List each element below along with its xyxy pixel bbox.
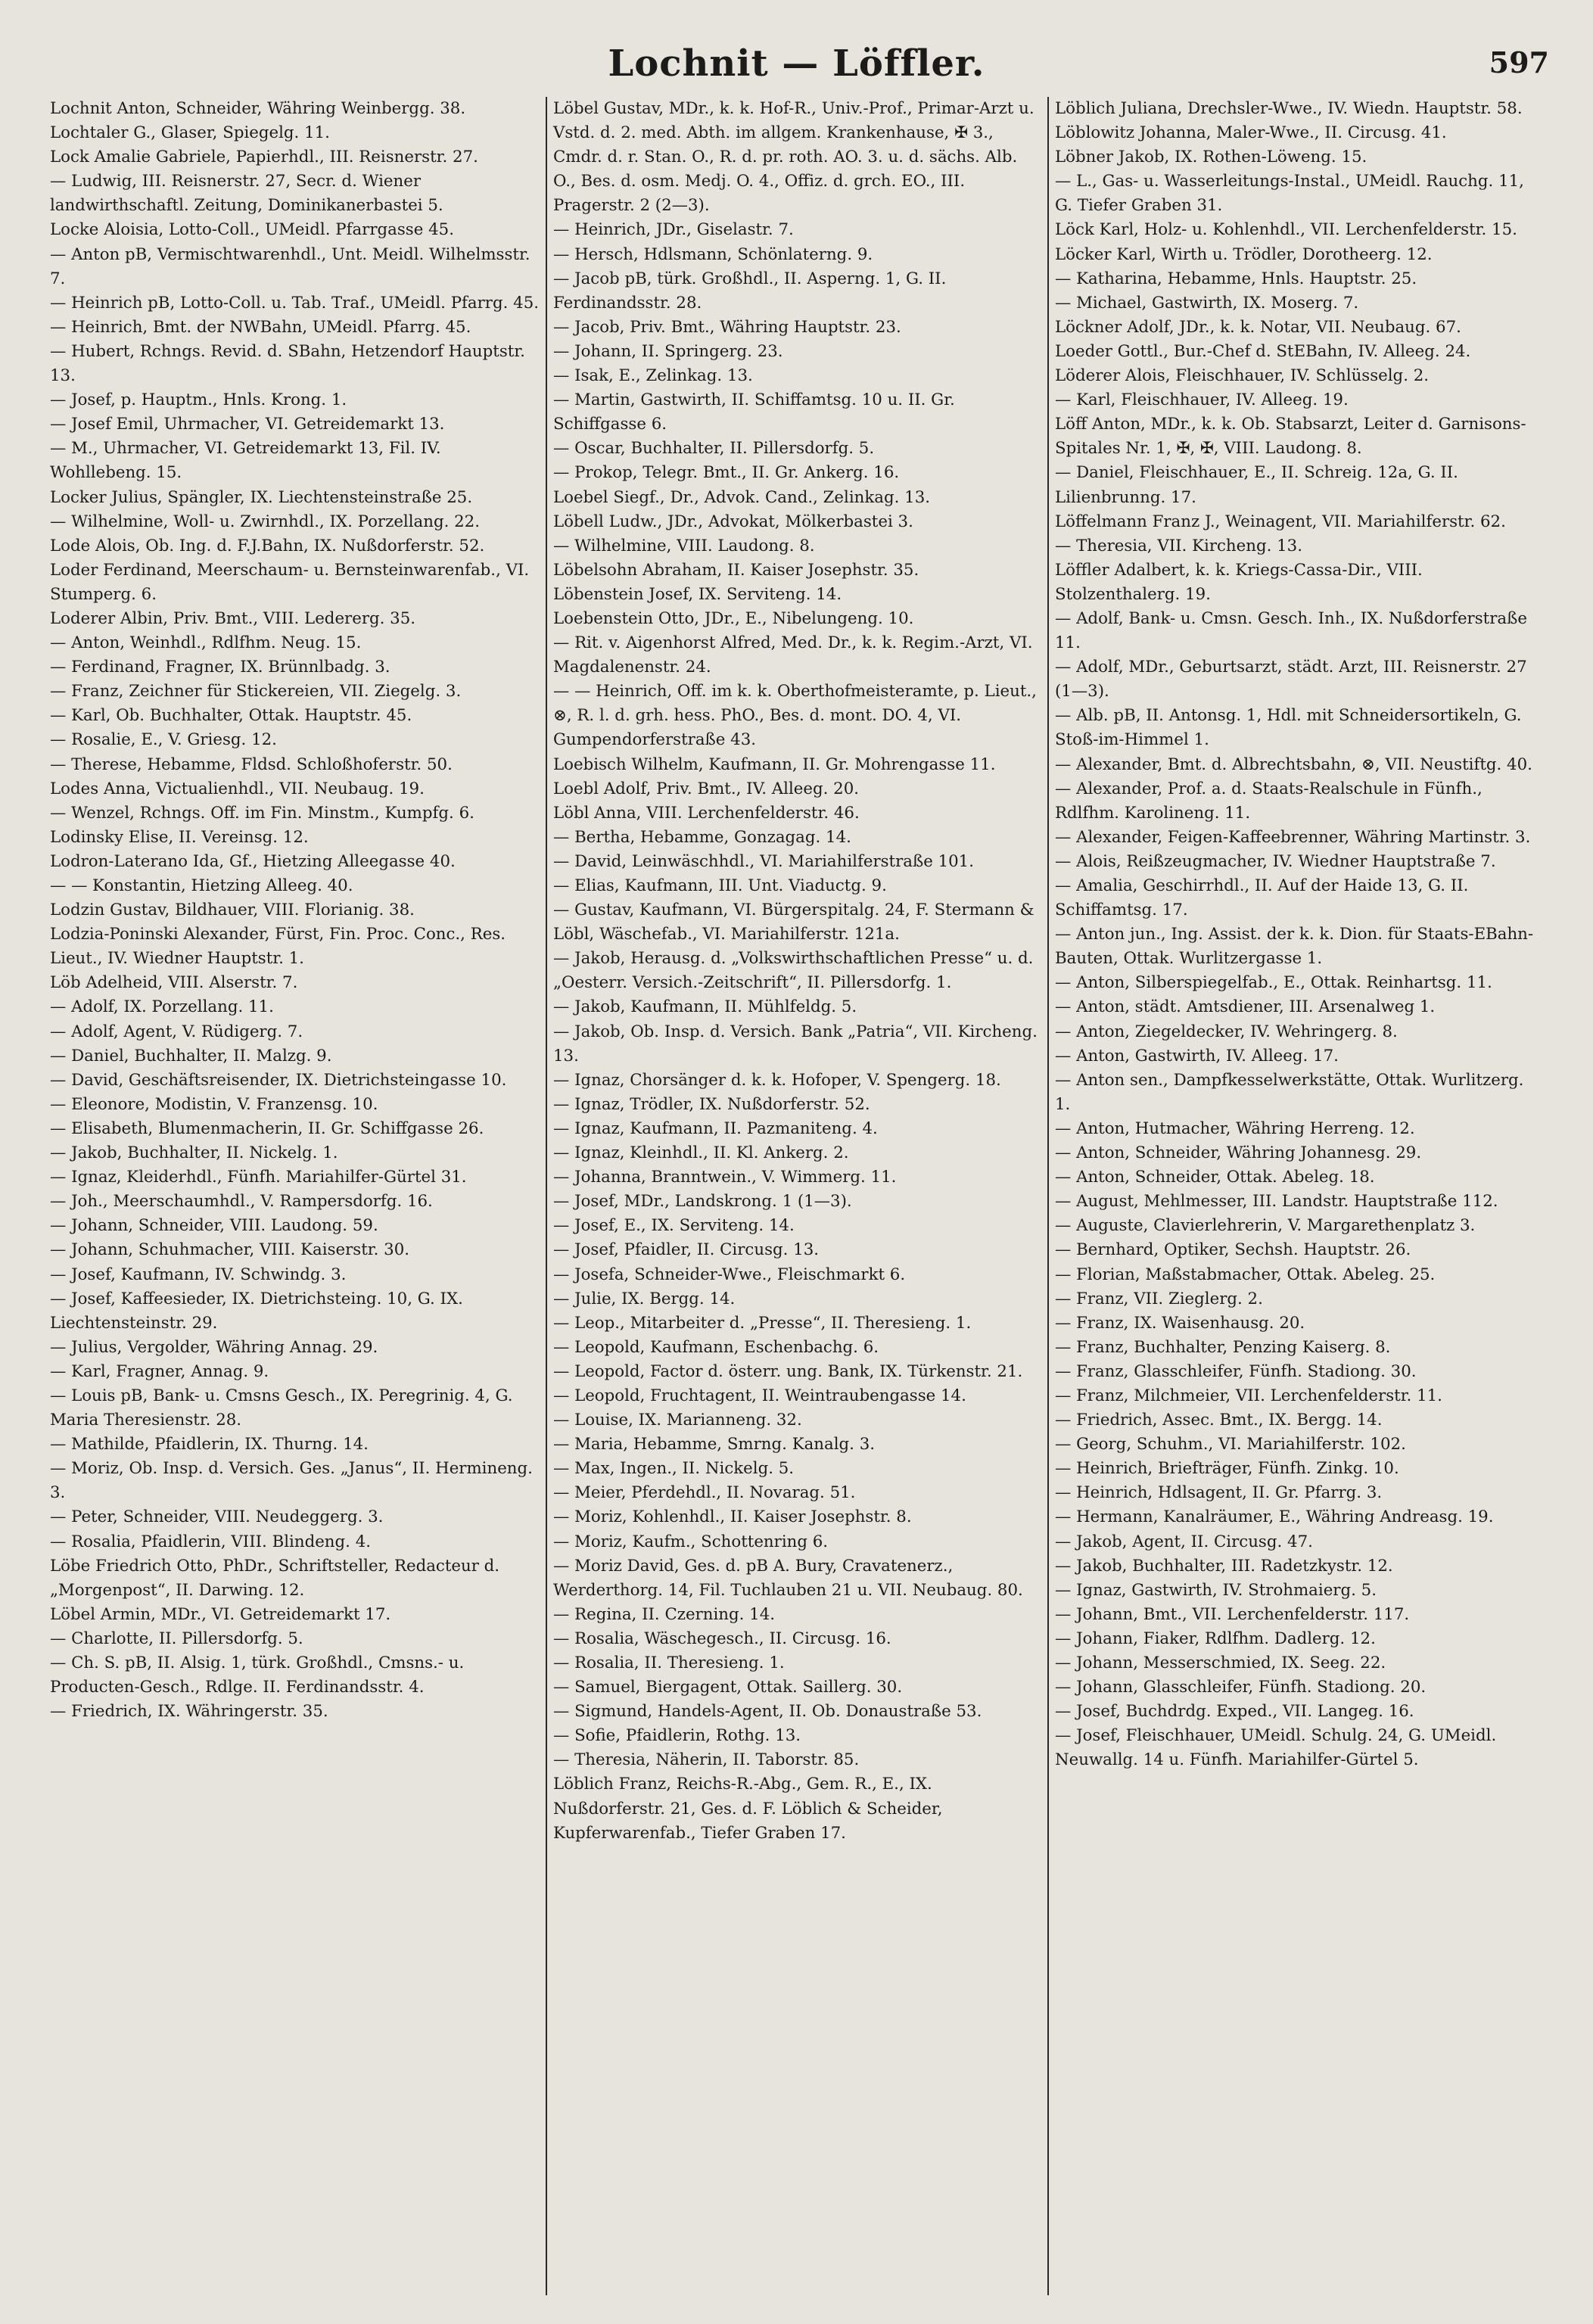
directory-entry: — Wilhelmine, VIII. Laudong. 8. xyxy=(553,536,815,555)
directory-entry: Lode Alois, Ob. Ing. d. F.J.Bahn, IX. Nußdorferstr. 52. xyxy=(50,536,485,555)
directory-entry: — Elisabeth, Blumenmacherin, II. Gr. Schiffgasse 26. xyxy=(50,1118,484,1138)
directory-entry: Lochnit Anton, Schneider, Währing Weinbergg. 38. xyxy=(50,99,466,118)
directory-entry: — Franz, VII. Zieglerg. 2. xyxy=(1055,1289,1263,1308)
directory-entry: — Hersch, Hdlsmann, Schönlaterng. 9. xyxy=(553,244,873,264)
directory-entry: Locke Aloisia, Lotto-Coll., UMeidl. Pfarrgasse 45. xyxy=(50,220,454,240)
directory-entry: — Daniel, Fleischhauer, E., II. Schreig. 12a, G. II. Lilienbrunng. 17. xyxy=(1055,463,1458,507)
directory-entry: — Isak, E., Zelinkag. 13. xyxy=(553,366,753,386)
directory-entry: — Anton jun., Ing. Assist. der k. k. Dion. für Staats-EBahn-Bauten, Ottak. Wurlitzergasse 1. xyxy=(1055,925,1534,969)
directory-entry: — Gustav, Kaufmann, VI. Bürgerspitalg. 24, F. Stermann & Löbl, Wäschefab., VI. Mariahilferstr. 121a. xyxy=(553,901,1035,944)
directory-entry: — Anton, Silberspiegelfab., E., Ottak. Reinhartsg. 11. xyxy=(1055,973,1492,993)
directory-entry: Löblich Franz, Reichs-R.-Abg., Gem. R., E., IX. Nußdorferstr. 21, Ges. d. F. Löblich & Scheider, Kupferwarenfab., Tiefer Graben 17. xyxy=(553,1775,943,1843)
directory-entry: Loebisch Wilhelm, Kaufmann, II. Gr. Mohrengasse 11. xyxy=(553,754,996,774)
directory-entry: — Regina, II. Czerning. 14. xyxy=(553,1604,776,1624)
directory-entry: — Johann, Glasschleifer, Fünfh. Stadiong. 20. xyxy=(1055,1678,1427,1697)
directory-entry: — Theresia, Näherin, II. Taborstr. 85. xyxy=(553,1750,860,1770)
column-middle xyxy=(546,97,1047,2295)
directory-entry: — Rit. v. Aigenhorst Alfred, Med. Dr., k. k. Regim.-Arzt, VI. Magdalenenstr. 24. xyxy=(553,633,1033,677)
directory-entry: — Franz, Buchhalter, Penzing Kaiserg. 8. xyxy=(1055,1337,1391,1357)
directory-entry: — Adolf, Bank- u. Cmsn. Gesch. Inh., IX. Nußdorferstraße 11. xyxy=(1055,608,1527,653)
directory-entry: — Meier, Pferdehdl., II. Novarag. 51. xyxy=(553,1483,856,1503)
directory-entry: — Ch. S. pB, II. Alsig. 1, türk. Großhdl., Cmsns.- u. Producten-Gesch., Rdlge. II. Ferdinandsstr. 4. xyxy=(50,1654,465,1697)
directory-entry: — Alexander, Bmt. d. Albrechtsbahn, ⊗, VII. Neustiftg. 40. xyxy=(1055,754,1532,774)
directory-entry: — Josef, Kaufmann, IV. Schwindg. 3. xyxy=(50,1265,347,1284)
directory-entry: — Ignaz, Chorsänger d. k. k. Hofoper, V. Spengerg. 18. xyxy=(553,1070,1001,1090)
directory-entry: — Josef, MDr., Landskrong. 1 (1—3). xyxy=(553,1192,852,1212)
directory-entry: — Prokop, Telegr. Bmt., II. Gr. Ankerg. 16. xyxy=(553,463,900,483)
directory-entry: Lodron-Laterano Ida, Gf., Hietzing Alleegasse 40. xyxy=(50,851,456,871)
directory-entry: Löck Karl, Holz- u. Kohlenhdl., VII. Lerchenfelderstr. 15. xyxy=(1055,220,1517,240)
directory-entry: — Adolf, IX. Porzellang. 11. xyxy=(50,997,274,1017)
directory-entry: Löcker Karl, Wirth u. Trödler, Dorotheerg. 12. xyxy=(1055,244,1433,264)
directory-entry: Löbl Anna, VIII. Lerchenfelderstr. 46. xyxy=(553,803,860,823)
directory-entry: Löff Anton, MDr., k. k. Ob. Stabsarzt, Leiter d. Garnisons-Spitales Nr. 1, ✠, ✠, VIII. Laudong. 8. xyxy=(1055,415,1526,459)
directory-entry: — Rosalia, II. Theresieng. 1. xyxy=(553,1654,785,1672)
directory-entry: Loebl Adolf, Priv. Bmt., IV. Alleeg. 20. xyxy=(553,779,860,798)
directory-entry: — Rosalia, Wäschegesch., II. Circusg. 16. xyxy=(553,1629,891,1648)
directory-entry: — Amalia, Geschirrhdl., II. Auf der Haide 13, G. II. Schiffamtsg. 17. xyxy=(1055,876,1469,920)
directory-entry: Löbelsohn Abraham, II. Kaiser Josephstr. 35. xyxy=(553,560,919,580)
directory-entry: — Elias, Kaufmann, III. Unt. Viaductg. 9. xyxy=(553,876,887,895)
directory-entry: — Anton, städt. Amtsdiener, III. Arsenalweg 1. xyxy=(1055,997,1436,1017)
directory-entry: — Josefa, Schneider-Wwe., Fleischmarkt 6. xyxy=(553,1265,906,1284)
directory-entry: Loeder Gottl., Bur.-Chef d. StEBahn, IV. Alleeg. 24. xyxy=(1055,341,1471,361)
directory-entry: — Wilhelmine, Woll- u. Zwirnhdl., IX. Porzellang. 22. xyxy=(50,512,480,531)
directory-entry: Locker Julius, Spängler, IX. Liechtensteinstraße 25. xyxy=(50,487,473,507)
directory-entry: — Therese, Hebamme, Fldsd. Schloßhoferstr. 50. xyxy=(50,754,453,774)
directory-entry: — Leop., Mitarbeiter d. „Presse“, II. Theresieng. 1. xyxy=(553,1313,972,1333)
directory-entry: — Josef, Kaffeesieder, IX. Dietrichsteing. 10, G. IX. Liechtensteinstr. 29. xyxy=(50,1289,463,1333)
directory-entry: — Moriz, Kohlenhdl., II. Kaiser Josephstr. 8. xyxy=(553,1507,912,1527)
directory-entry: — Josef, Fleischhauer, UMeidl. Schulg. 24, G. UMeidl. Neuwallg. 14 u. Fünfh. Mariahilfer-Gürtel 5. xyxy=(1055,1726,1497,1770)
directory-entry: — Daniel, Buchhalter, II. Malzg. 9. xyxy=(50,1046,332,1066)
directory-entry: Lock Amalie Gabriele, Papierhdl., III. Reisnerstr. 27. xyxy=(50,148,478,167)
directory-entry: — Katharina, Hebamme, Hnls. Hauptstr. 25. xyxy=(1055,269,1417,288)
directory-entry: — Alexander, Feigen-Kaffeebrenner, Währing Martinstr. 3. xyxy=(1055,827,1531,847)
directory-entry: — Louise, IX. Marianneng. 32. xyxy=(553,1411,802,1430)
directory-entry: — Jakob, Herausg. d. „Volkswirthschaftlichen Presse“ u. d. „Oesterr. Versich.-Zeitschrift“, II. Pillersdorfg. 1. xyxy=(553,949,1034,993)
directory-entry: Löckner Adolf, JDr., k. k. Notar, VII. Neubaug. 67. xyxy=(1055,317,1461,337)
directory-entry: — Rosalia, Pfaidlerin, VIII. Blindeng. 4. xyxy=(50,1532,372,1551)
directory-entry: — Anton, Schneider, Ottak. Abeleg. 18. xyxy=(1055,1168,1375,1187)
directory-entry: — Moriz David, Ges. d. pB A. Bury, Cravatenerz., Werderthorg. 14, Fil. Tuchlauben 21 u. VII. Neubaug. 80. xyxy=(553,1556,1023,1600)
directory-entry: — Leopold, Factor d. österr. ung. Bank, IX. Türkenstr. 21. xyxy=(553,1361,1023,1381)
directory-entry: — Bertha, Hebamme, Gonzagag. 14. xyxy=(553,827,851,847)
directory-entry: — Jakob, Kaufmann, II. Mühlfeldg. 5. xyxy=(553,997,857,1017)
directory-entry: — L., Gas- u. Wasserleitungs-Instal., UMeidl. Rauchg. 11, G. Tiefer Graben 31. xyxy=(1055,172,1524,216)
directory-entry: — Jakob, Ob. Insp. d. Versich. Bank „Patria“, VII. Kircheng. 13. xyxy=(553,1022,1038,1066)
directory-entry: — — Heinrich, Off. im k. k. Oberthofmeisteramte, p. Lieut., ⊗, R. l. d. grh. hess. PhO., Bes. d. mont. DO. 4, VI. Gumpendorferstraße 43. xyxy=(553,682,1037,750)
directory-entry: — Friedrich, Assec. Bmt., IX. Bergg. 14. xyxy=(1055,1411,1383,1430)
directory-entry: Löffler Adalbert, k. k. Kriegs-Cassa-Dir., VIII. Stolzenthalerg. 19. xyxy=(1055,560,1423,604)
directory-entry: — Karl, Fragner, Annag. 9. xyxy=(50,1361,269,1381)
directory-entry: — Oscar, Buchhalter, II. Pillersdorfg. 5. xyxy=(553,439,875,459)
directory-entry: — Anton, Gastwirth, IV. Alleeg. 17. xyxy=(1055,1046,1339,1066)
directory-entry: — August, Mehlmesser, III. Landstr. Hauptstraße 112. xyxy=(1055,1192,1498,1212)
directory-entry: — Mathilde, Pfaidlerin, IX. Thurng. 14. xyxy=(50,1435,369,1454)
directory-entry: — Leopold, Kaufmann, Eschenbachg. 6. xyxy=(553,1337,879,1357)
directory-entry: — Ignaz, Gastwirth, IV. Strohmaierg. 5. xyxy=(1055,1580,1377,1600)
directory-entry: Lodinsky Elise, II. Vereinsg. 12. xyxy=(50,827,309,847)
directory-entry: — Louis pB, Bank- u. Cmsns Gesch., IX. Peregrinig. 4, G. Maria Theresienstr. 28. xyxy=(50,1386,513,1430)
directory-entry: — Moriz, Ob. Insp. d. Versich. Ges. „Janus“, II. Hermineng. 3. xyxy=(50,1459,533,1503)
directory-entry: — Heinrich, Bmt. der NWBahn, UMeidl. Pfarrg. 45. xyxy=(50,317,471,337)
directory-entry: — Peter, Schneider, VIII. Neudeggerg. 3. xyxy=(50,1507,384,1527)
directory-entry: — Bernhard, Optiker, Sechsh. Hauptstr. 26. xyxy=(1055,1240,1411,1260)
directory-entry: — Jakob, Buchhalter, II. Nickelg. 1. xyxy=(50,1143,338,1163)
directory-entry: — Ignaz, Kleinhdl., II. Kl. Ankerg. 2. xyxy=(553,1143,849,1163)
directory-entry: Lodes Anna, Victualienhdl., VII. Neubaug. 19. xyxy=(50,779,425,798)
directory-entry: — Eleonore, Modistin, V. Franzensg. 10. xyxy=(50,1094,378,1114)
directory-entry: — Karl, Fleischhauer, IV. Alleeg. 19. xyxy=(1055,390,1349,410)
directory-entry: — Anton, Schneider, Währing Johannesg. 29. xyxy=(1055,1143,1422,1163)
directory-entry: — Josef Emil, Uhrmacher, VI. Getreidemarkt 13. xyxy=(50,415,445,434)
directory-entry: — Franz, Glasschleifer, Fünfh. Stadiong. 30. xyxy=(1055,1361,1417,1381)
directory-entry: — Josef, Buchdrdg. Exped., VII. Langeg. 16. xyxy=(1055,1702,1414,1722)
directory-entry: — Jacob pB, türk. Großhdl., II. Asperng. 1, G. II. Ferdinandsstr. 28. xyxy=(553,269,947,313)
directory-entry: — Heinrich, JDr., Giselastr. 7. xyxy=(553,220,794,240)
directory-entry: — Johann, Schneider, VIII. Laudong. 59. xyxy=(50,1216,378,1236)
directory-entry: — Ferdinand, Fragner, IX. Brünnlbadg. 3. xyxy=(50,658,390,677)
directory-entry: — Julius, Vergolder, Währing Annag. 29. xyxy=(50,1337,378,1357)
directory-entry: — M., Uhrmacher, VI. Getreidemarkt 13, Fil. IV. Wohllebeng. 15. xyxy=(50,439,441,483)
directory-entry: — Franz, IX. Waisenhausg. 20. xyxy=(1055,1313,1305,1333)
directory-entry: — Josef, Pfaidler, II. Circusg. 13. xyxy=(553,1240,820,1260)
directory-entry: — Florian, Maßstabmacher, Ottak. Abeleg. 25. xyxy=(1055,1265,1436,1284)
page-header xyxy=(44,42,1549,95)
directory-entry: — Ignaz, Kleiderhdl., Fünfh. Mariahilfer-Gürtel 31. xyxy=(50,1168,467,1187)
directory-entry: — Sigmund, Handels-Agent, II. Ob. Donaustraße 53. xyxy=(553,1702,982,1722)
directory-entry: Loderer Albin, Priv. Bmt., VIII. Ledererg. 35. xyxy=(50,608,416,628)
directory-entry: — Adolf, Agent, V. Rüdigerg. 7. xyxy=(50,1022,303,1041)
directory-entry: — Ludwig, III. Reisnerstr. 27, Secr. d. Wiener landwirthschaftl. Zeitung, Dominikanerbastei 5. xyxy=(50,172,443,216)
directory-entry: — Karl, Ob. Buchhalter, Ottak. Hauptstr. 45. xyxy=(50,706,412,726)
directory-columns xyxy=(44,97,1550,2295)
directory-entry: — Anton pB, Vermischtwarenhdl., Unt. Meidl. Wilhelmsstr. 7. xyxy=(50,244,530,288)
directory-entry: — Josef, p. Hauptm., Hnls. Krong. 1. xyxy=(50,390,347,410)
directory-entry: Loebenstein Otto, JDr., E., Nibelungeng. 10. xyxy=(553,608,914,628)
directory-entry: — Martin, Gastwirth, II. Schiffamtsg. 10 u. II. Gr. Schiffgasse 6. xyxy=(553,390,955,434)
directory-entry: — Anton, Ziegeldecker, IV. Wehringerg. 8. xyxy=(1055,1022,1398,1041)
directory-entry: — Johann, Fiaker, Rdlfhm. Dadlerg. 12. xyxy=(1055,1629,1376,1648)
directory-entry: — Georg, Schuhm., VI. Mariahilferstr. 102. xyxy=(1055,1435,1406,1454)
directory-entry: — Franz, Zeichner für Stickereien, VII. Ziegelg. 3. xyxy=(50,682,462,702)
directory-entry: Löbner Jakob, IX. Rothen-Löweng. 15. xyxy=(1055,148,1367,167)
directory-entry: — Jakob, Buchhalter, III. Radetzkystr. 12. xyxy=(1055,1556,1393,1576)
directory-entry: — Rosalie, E., V. Griesg. 12. xyxy=(50,730,277,750)
directory-entry: — Johanna, Branntwein., V. Wimmerg. 11. xyxy=(553,1168,897,1187)
directory-entry: — Adolf, MDr., Geburtsarzt, städt. Arzt, III. Reisnerstr. 27 (1—3). xyxy=(1055,658,1527,702)
directory-entry: — Maria, Hebamme, Smrng. Kanalg. 3. xyxy=(553,1435,876,1454)
directory-entry: — Moriz, Kaufm., Schottenring 6. xyxy=(553,1532,829,1551)
column-right xyxy=(1047,97,1549,2295)
directory-entry: — Samuel, Biergagent, Ottak. Saillerg. 30. xyxy=(553,1678,903,1697)
directory-entry: Löbel Armin, MDr., VI. Getreidemarkt 17. xyxy=(50,1604,391,1624)
directory-entry: — Heinrich, Hdlsagent, II. Gr. Pfarrg. 3. xyxy=(1055,1483,1383,1503)
directory-entry: — — Konstantin, Hietzing Alleeg. 40. xyxy=(50,876,353,895)
directory-entry: Löbel Gustav, MDr., k. k. Hof-R., Univ.-Prof., Primar-Arzt u. Vstd. d. 2. med. Abth. im allgem. Krankenhause, ✠ 3., Cmdr. d. r. Stan. O., R. d. pr. roth. AO. 3. u. d. sächs. Alb. O., Bes. d. osm. Medj. O. 4., Offiz. d. grch. EO., III. Pragerstr. 2 (2—3). xyxy=(553,99,1035,216)
directory-entry: Loebel Siegf., Dr., Advok. Cand., Zelinkag. 13. xyxy=(553,487,931,507)
directory-entry: Löblich Juliana, Drechsler-Wwe., IV. Wiedn. Hauptstr. 58. xyxy=(1055,99,1523,118)
directory-entry: Loder Ferdinand, Meerschaum- u. Bernsteinwarenfab., VI. Stumperg. 6. xyxy=(50,560,530,604)
directory-entry: — Josef, E., IX. Serviteng. 14. xyxy=(553,1216,795,1236)
directory-entry: — Ignaz, Kaufmann, II. Pazmaniteng. 4. xyxy=(553,1118,878,1138)
directory-entry: — Anton sen., Dampfkesselwerkstätte, Ottak. Wurlitzerg. 1. xyxy=(1055,1070,1524,1114)
directory-entry: — Leopold, Fruchtagent, II. Weintraubengasse 14. xyxy=(553,1386,966,1405)
page-number: 597 xyxy=(1489,45,1549,79)
directory-entry: — Max, Ingen., II. Nickelg. 5. xyxy=(553,1459,795,1479)
directory-entry: — Joh., Meerschaumhdl., V. Rampersdorfg. 16. xyxy=(50,1192,433,1212)
directory-entry: — Julie, IX. Bergg. 14. xyxy=(553,1289,736,1308)
directory-entry: — Sofie, Pfaidlerin, Rothg. 13. xyxy=(553,1726,801,1746)
directory-entry: Lodzia-Poninski Alexander, Fürst, Fin. Proc. Conc., Res. Lieut., IV. Wiedner Hauptstr. 1. xyxy=(50,925,506,969)
directory-entry: — Alois, Reißzeugmacher, IV. Wiedner Hauptstraße 7. xyxy=(1055,851,1496,871)
directory-entry: — Ignaz, Trödler, IX. Nußdorferstr. 52. xyxy=(553,1094,870,1114)
directory-entry: — Johann, Schuhmacher, VIII. Kaiserstr. 30. xyxy=(50,1240,410,1260)
directory-entry: Lodzin Gustav, Bildhauer, VIII. Florianig. 38. xyxy=(50,901,415,920)
directory-entry: — Michael, Gastwirth, IX. Moserg. 7. xyxy=(1055,293,1359,313)
directory-entry: Löderer Alois, Fleischhauer, IV. Schlüsselg. 2. xyxy=(1055,366,1430,386)
directory-entry: Löffelmann Franz J., Weinagent, VII. Mariahilferstr. 62. xyxy=(1055,512,1506,531)
directory-entry: Löbenstein Josef, IX. Serviteng. 14. xyxy=(553,584,842,604)
directory-entry: — Jakob, Agent, II. Circusg. 47. xyxy=(1055,1532,1313,1551)
directory-entry: Löb Adelheid, VIII. Alserstr. 7. xyxy=(50,973,298,993)
directory-entry: — Wenzel, Rchngs. Off. im Fin. Minstm., Kumpfg. 6. xyxy=(50,803,474,823)
directory-entry: — Heinrich, Briefträger, Fünfh. Zinkg. 10. xyxy=(1055,1459,1399,1479)
directory-entry: — Anton, Hutmacher, Währing Herreng. 12. xyxy=(1055,1118,1415,1138)
directory-entry: Löbe Friedrich Otto, PhDr., Schriftsteller, Redacteur d. „Morgenpost“, II. Darwing. 12. xyxy=(50,1556,500,1600)
directory-entry: — Charlotte, II. Pillersdorfg. 5. xyxy=(50,1629,303,1648)
directory-entry: — Jacob, Priv. Bmt., Währing Hauptstr. 23. xyxy=(553,317,901,337)
directory-entry: — Alb. pB, II. Antonsg. 1, Hdl. mit Schneidersortikeln, G. Stoß-im-Himmel 1. xyxy=(1055,706,1522,750)
directory-entry: — Johann, Bmt., VII. Lerchenfelderstr. 117. xyxy=(1055,1604,1410,1624)
directory-entry: — Alexander, Prof. a. d. Staats-Realschule in Fünfh., Rdlfhm. Karolineng. 11. xyxy=(1055,779,1483,823)
directory-entry: — Auguste, Clavierlehrerin, V. Margarethenplatz 3. xyxy=(1055,1216,1476,1236)
directory-entry: — David, Geschäftsreisender, IX. Dietrichsteingasse 10. xyxy=(50,1070,507,1090)
directory-entry: — Theresia, VII. Kircheng. 13. xyxy=(1055,536,1303,555)
directory-entry: Lochtaler G., Glaser, Spiegelg. 11. xyxy=(50,123,330,143)
directory-entry: — David, Leinwäschhdl., VI. Mariahilferstraße 101. xyxy=(553,851,975,871)
directory-entry: — Johann, Messerschmied, IX. Seeg. 22. xyxy=(1055,1654,1386,1672)
directory-entry: — Franz, Milchmeier, VII. Lerchenfelderstr. 11. xyxy=(1055,1386,1442,1405)
directory-entry: — Anton, Weinhdl., Rdlfhm. Neug. 15. xyxy=(50,633,362,653)
directory-entry: Löblowitz Johanna, Maler-Wwe., II. Circusg. 41. xyxy=(1055,123,1447,143)
directory-entry: — Hubert, Rchngs. Revid. d. SBahn, Hetzendorf Hauptstr. 13. xyxy=(50,341,525,386)
directory-entry: — Hermann, Kanalräumer, E., Währing Andreasg. 19. xyxy=(1055,1507,1494,1527)
running-head: Lochnit — Löffler. xyxy=(608,42,985,85)
column-left xyxy=(44,97,546,2295)
directory-entry: Löbell Ludw., JDr., Advokat, Mölkerbastei 3. xyxy=(553,512,913,531)
directory-entry: — Friedrich, IX. Währingerstr. 35. xyxy=(50,1702,328,1722)
directory-entry: — Johann, II. Springerg. 23. xyxy=(553,341,783,361)
directory-entry: — Heinrich pB, Lotto-Coll. u. Tab. Traf., UMeidl. Pfarrg. 45. xyxy=(50,293,540,313)
